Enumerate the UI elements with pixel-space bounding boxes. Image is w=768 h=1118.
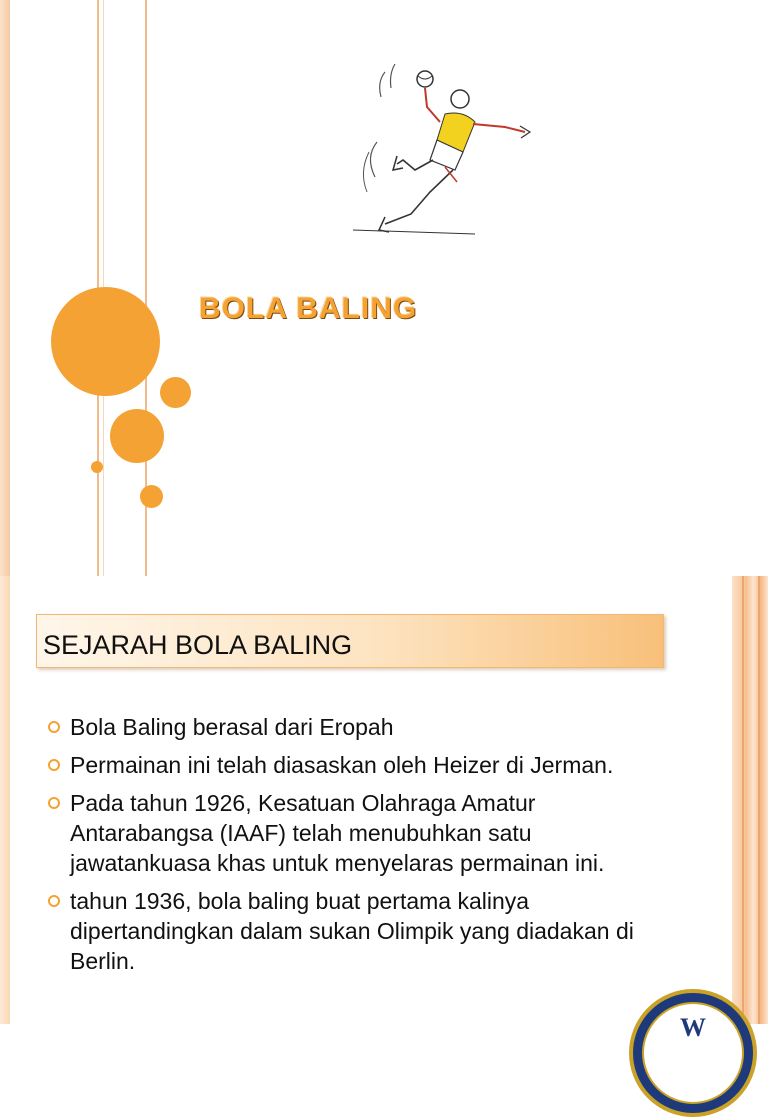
bullet-ring-icon xyxy=(48,895,60,907)
decorative-line xyxy=(742,576,744,1024)
list-item xyxy=(46,788,646,878)
decorative-line xyxy=(758,576,760,1024)
svg-text:W: W xyxy=(680,1013,706,1042)
bullet-text: Pada tahun 1926, Kesatuan Olahraga Amatur Antarabangsa (IAAF) telah menubuhkan satu jawatankuasa khas untuk menyelaras permainan ini. xyxy=(70,790,605,876)
bullet-list xyxy=(46,712,646,984)
emblem-logo-icon xyxy=(628,988,758,1118)
list-item xyxy=(46,712,646,742)
decorative-circle xyxy=(160,377,191,408)
slide-heading: SEJARAH BOLA BALING xyxy=(43,630,353,660)
history-slide xyxy=(0,576,768,1042)
right-decorative-band xyxy=(732,576,768,1024)
bullet-text: Bola Baling berasal dari Eropah xyxy=(70,714,394,740)
left-decorative-band xyxy=(0,576,10,1024)
slide-title: BOLA BALING xyxy=(199,292,418,325)
list-item xyxy=(46,886,646,976)
bullet-ring-icon xyxy=(48,797,60,809)
bullet-text: tahun 1936, bola baling buat pertama kalinya dipertandingkan dalam sukan Olimpik yang diadakan di Berlin. xyxy=(70,888,634,974)
list-item xyxy=(46,750,646,780)
bullet-text: Permainan ini telah diasaskan oleh Heizer di Jerman. xyxy=(70,752,614,778)
handball-player-illustration xyxy=(345,52,535,240)
decorative-circle-large xyxy=(51,287,160,396)
decorative-circle-small xyxy=(91,461,103,473)
decorative-circle xyxy=(110,409,164,463)
bullet-ring-icon xyxy=(48,759,60,771)
bullet-ring-icon xyxy=(48,721,60,733)
heading-box xyxy=(36,614,664,668)
decorative-circle xyxy=(140,485,163,508)
left-decorative-stripe xyxy=(0,0,10,576)
